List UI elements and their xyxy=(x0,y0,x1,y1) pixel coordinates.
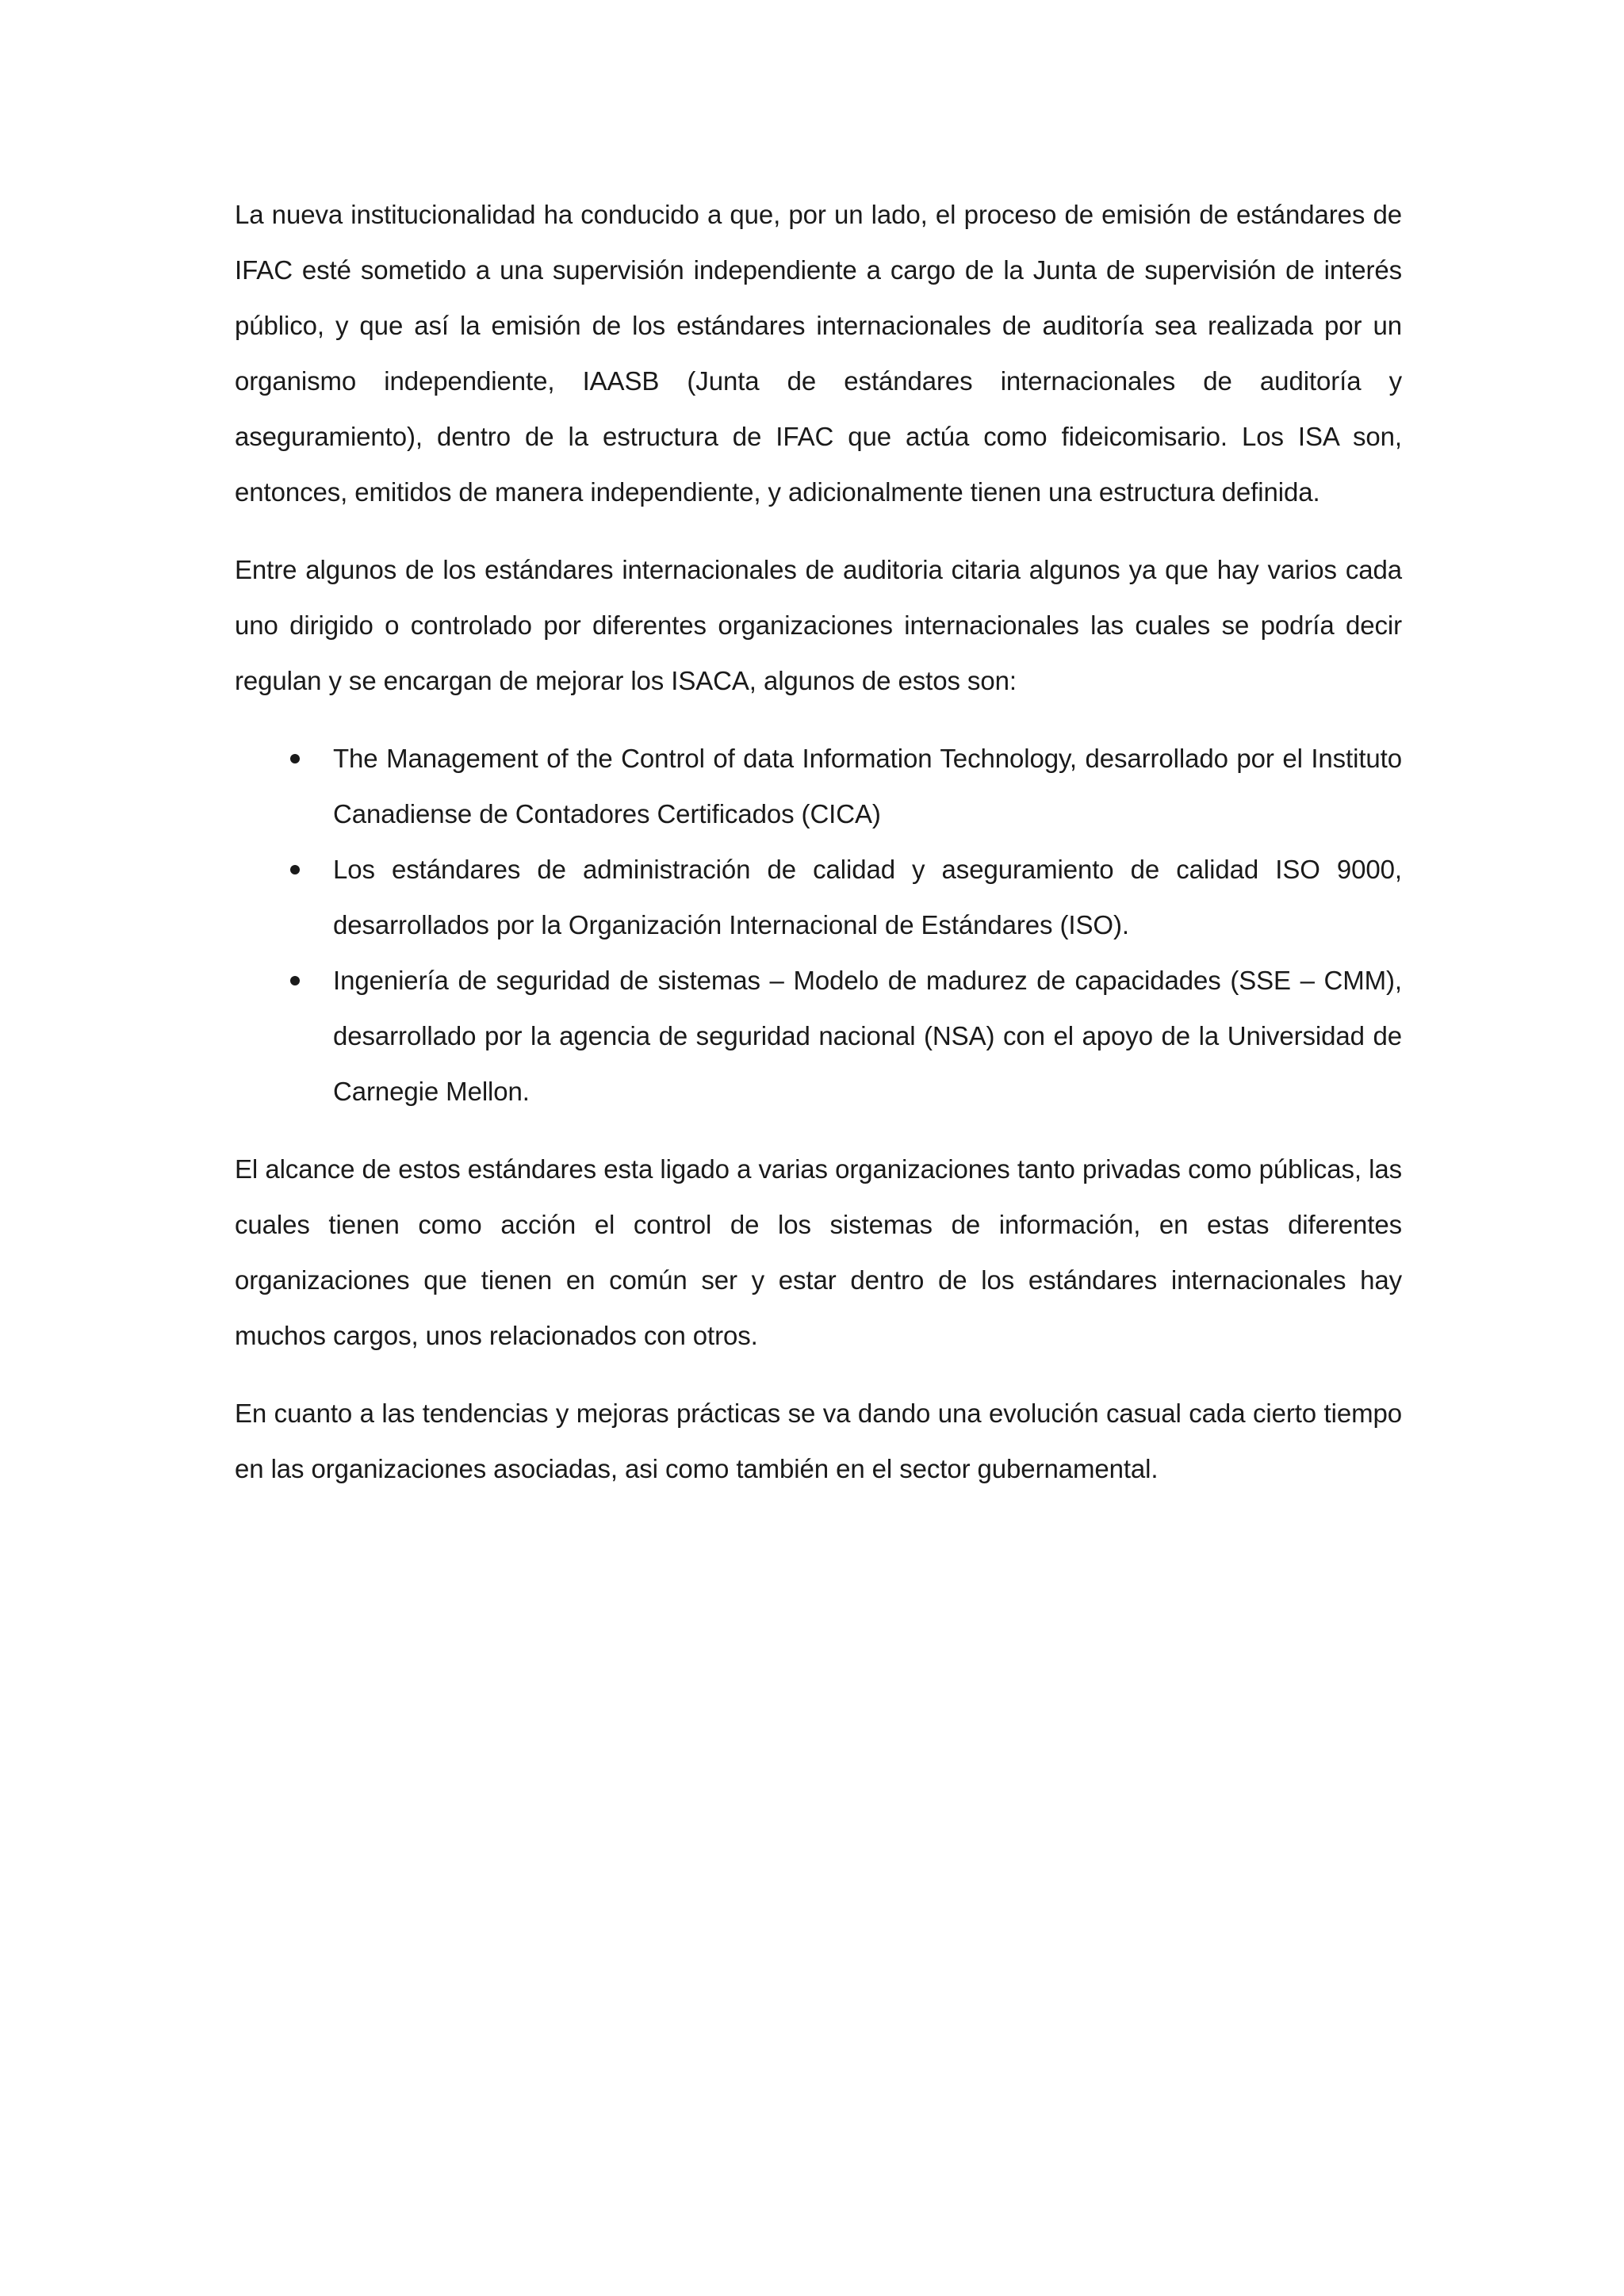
paragraph-tendencias: En cuanto a las tendencias y mejoras prácticas se va dando una evolución casual cada cierto tiempo en las organizaciones asociadas, asi como también en el sector gubernamental. xyxy=(235,1399,1402,1483)
list-item-text: Los estándares de administración de calidad y aseguramiento de calidad ISO 9000, desarrollados por la Organización Internacional de Estándares (ISO). xyxy=(333,855,1402,939)
bullet-icon xyxy=(290,754,300,763)
list-item-text: The Management of the Control of data Information Technology, desarrollado por el Instituto Canadiense de Contadores Certificados (CICA) xyxy=(333,744,1402,828)
paragraph-alcance: El alcance de estos estándares esta ligado a varias organizaciones tanto privadas como públicas, las cuales tienen como acción el control de los sistemas de información, en estas diferentes organizaciones que tienen en común ser y estar dentro de los estándares internacionales hay muchos cargos, unos relacionados con otros. xyxy=(235,1154,1402,1350)
list-item xyxy=(235,953,1402,1119)
list-item xyxy=(235,842,1402,953)
bullet-icon xyxy=(290,865,300,874)
list-item-text: Ingeniería de seguridad de sistemas – Modelo de madurez de capacidades (SSE – CMM), desarrollado por la agencia de seguridad nacional (NSA) con el apoyo de la Universidad de Carnegie Mellon. xyxy=(333,966,1402,1106)
bullet-icon xyxy=(290,976,300,985)
paragraph-institucionalidad: La nueva institucionalidad ha conducido a que, por un lado, el proceso de emisión de estándares de IFAC esté sometido a una supervisión independiente a cargo de la Junta de supervisión de interés público, y que así la emisión de los estándares internacionales de auditoría sea realizada por un organismo independiente, IAASB (Junta de estándares internacionales de auditoría y aseguramiento), dentro de la estructura de IFAC que actúa como fideicomisario. Los ISA son, entonces, emitidos de manera independiente, y adicionalmente tienen una estructura definida. xyxy=(235,200,1402,507)
paragraph-estandares-intro: Entre algunos de los estándares internacionales de auditoria citaria algunos ya que hay varios cada uno dirigido o controlado por diferentes organizaciones internacionales las cuales se podría decir regulan y se encargan de mejorar los ISACA, algunos de estos son: xyxy=(235,555,1402,695)
standards-list xyxy=(235,731,1402,1119)
document-body xyxy=(235,187,1402,1519)
list-item xyxy=(235,731,1402,842)
